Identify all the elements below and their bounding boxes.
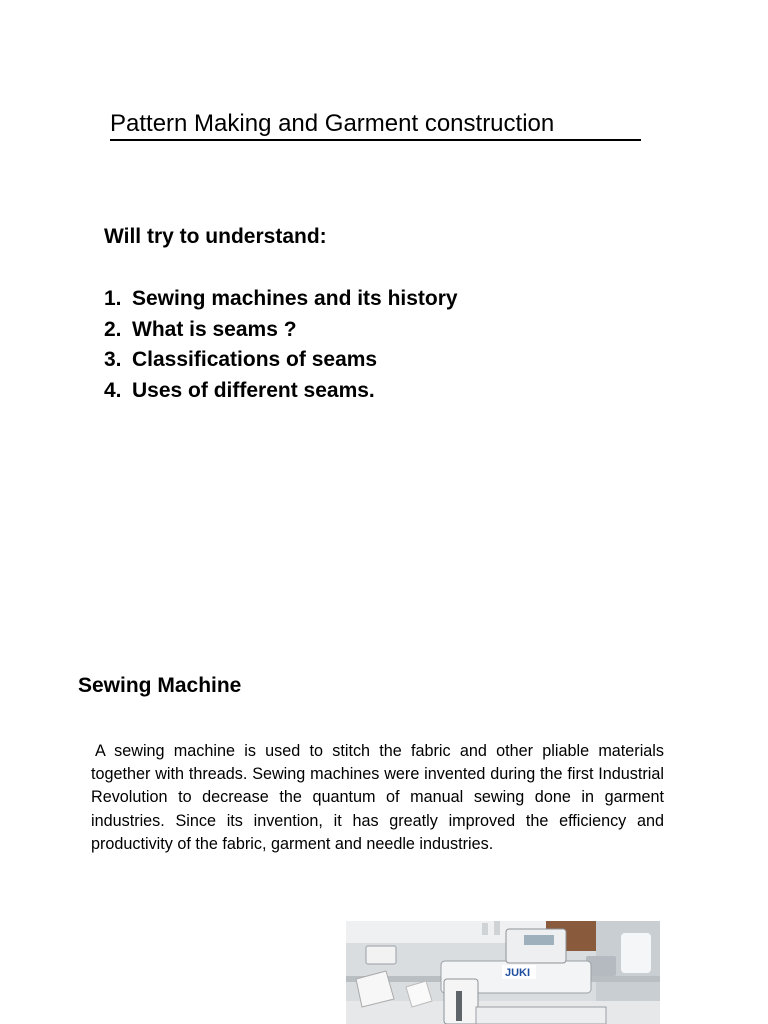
list-item	[104, 345, 458, 376]
intro-text: Will try to understand:	[104, 225, 327, 248]
list-item-number: 1.	[104, 287, 122, 310]
list-item-number: 3.	[104, 348, 122, 372]
sewing-machine-photo	[346, 921, 660, 1024]
page-title: Pattern Making and Garment construction	[110, 110, 555, 137]
topic-list	[104, 284, 458, 407]
list-item-number: 4.	[104, 379, 122, 403]
list-item-text: Uses of different seams.	[132, 379, 375, 403]
list-item-text: Classifications of seams	[132, 348, 378, 372]
list-item-text: What is seams ?	[132, 317, 297, 341]
section-heading: Sewing Machine	[78, 674, 242, 697]
list-item	[104, 376, 458, 407]
body-paragraph: A sewing machine is used to stitch the fabric and other pliable materials together with threads. Sewing machines were invented during the first Industrial Revolution to decrease the quantum of manual sewing done in garment industries. Since its invention, it has greatly improved the efficiency and productivity of the fabric, garment and needle industries.	[91, 742, 664, 853]
brand-label: JUKI	[505, 967, 531, 979]
list-item-number: 2.	[104, 317, 122, 341]
sewing-machine-illustration	[346, 921, 660, 1024]
list-item-text: Sewing machines and its history	[132, 287, 458, 310]
list-item	[104, 284, 458, 315]
list-item	[104, 315, 458, 346]
title-underline	[110, 139, 641, 141]
